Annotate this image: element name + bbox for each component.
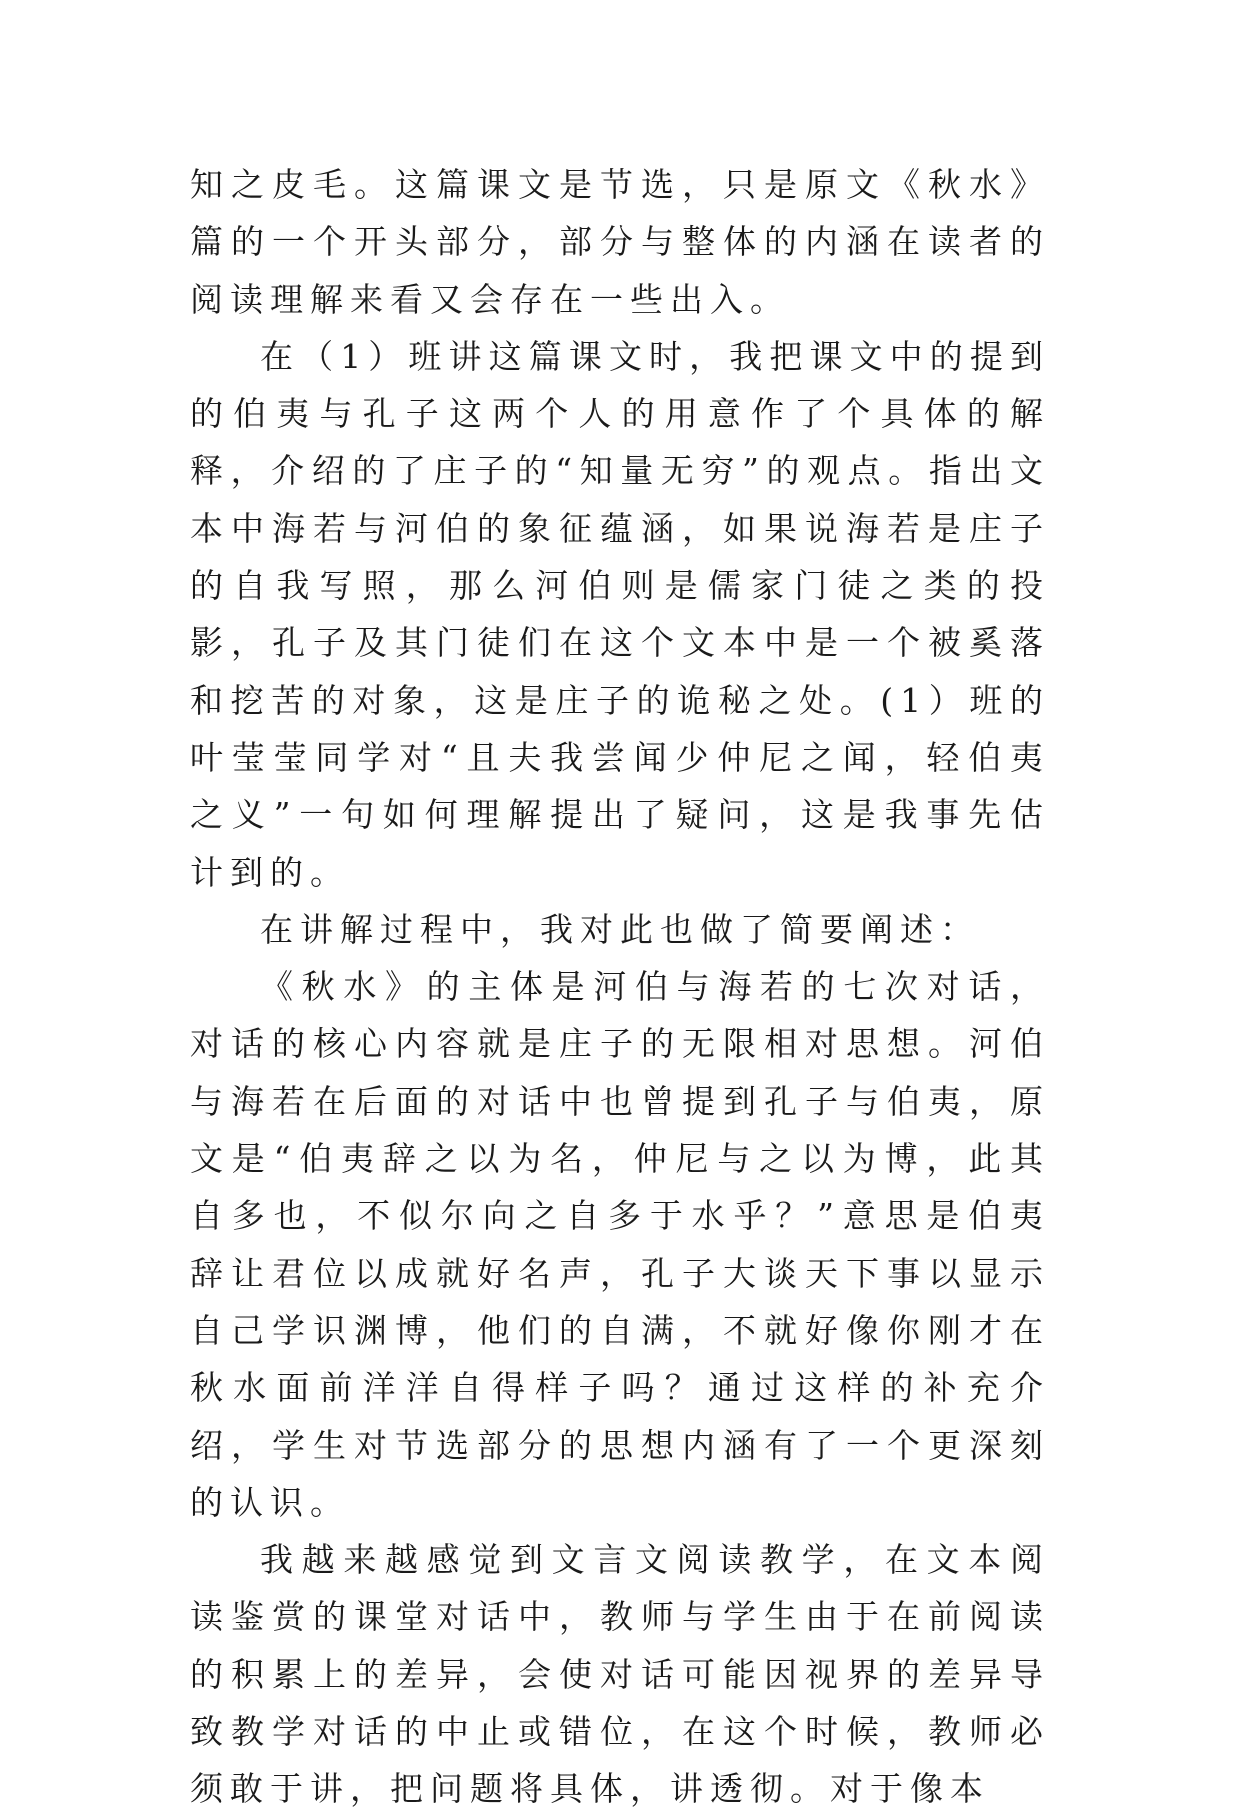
paragraph-teaching-reflection: 我越来越感觉到文言文阅读教学，在文本阅读鉴赏的课堂对话中，教师与学生由于在前阅读的积累上的差异，会使对话可能因视界的差异导致教学对话的中止或错位，在这个时候，教师必须敢于讲，把问题将具体，讲透彻。对于像本 xyxy=(190,1540,1050,1809)
document-body xyxy=(190,156,1050,1818)
paragraph-qiushui-analysis: 《秋水》的主体是河伯与海若的七次对话，对话的核心内容就是庄子的无限相对思想。河伯与海若在后面的对话中也曾提到孔子与伯夷，原文是“伯夷辞之以为名，仲尼与之以为博，此其自多也，不似尔向之自多于水乎？”意思是伯夷辞让君位以成就好名声，孔子大谈天下事以显示自己学识渊博，他们的自满，不就好像你刚才在秋水面前洋洋自得样子吗？通过这样的补充介绍，学生对节选部分的思想内涵有了一个更深刻的认识。 xyxy=(190,967,1050,1522)
paragraph-class-lecture: 在（1）班讲这篇课文时，我把课文中的提到的伯夷与孔子这两个人的用意作了个具体的解释，介绍的了庄子的“知量无穷”的观点。指出文本中海若与河伯的象征蕴涵，如果说海若是庄子的自我写照，那么河伯则是儒家门徒之类的投影，孔子及其门徒们在这个文本中是一个被奚落和挖苦的对象，这是庄子的诡秘之处。(1）班的叶莹莹同学对“且夫我尝闻少仲尼之闻，轻伯夷之义”一句如何理解提出了疑问，这是我事先估计到的。 xyxy=(190,336,1050,892)
paragraph-explanation-intro: 在讲解过程中，我对此也做了简要阐述： xyxy=(260,909,980,949)
paragraph-continuation: 知之皮毛。这篇课文是节选，只是原文《秋水》篇的一个开头部分，部分与整体的内涵在读者的阅读理解来看又会存在一些出入。 xyxy=(190,165,1050,319)
